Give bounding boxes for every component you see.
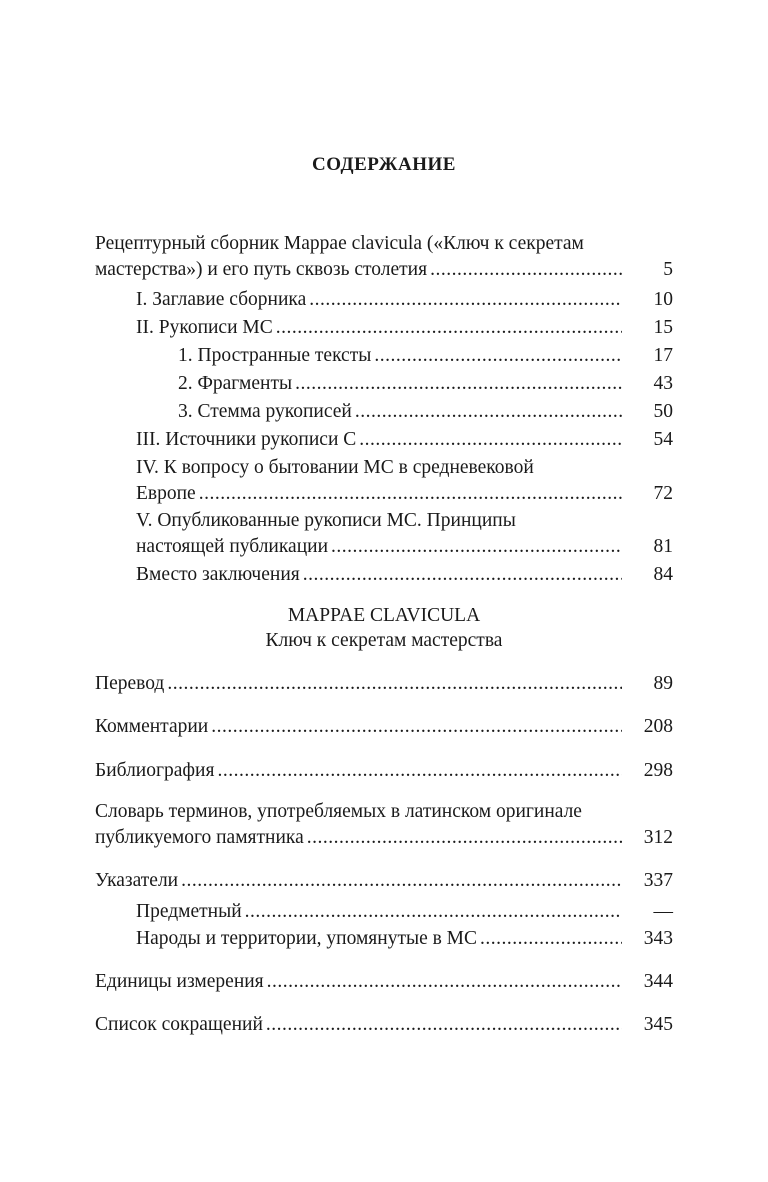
dot-leader: [267, 968, 622, 996]
dot-leader: [266, 1011, 622, 1039]
toc-intro-row[interactable]: [95, 256, 622, 284]
toc-entry-page: 345: [643, 1014, 673, 1035]
toc-units[interactable]: [95, 968, 622, 996]
toc-entry-label: Предметный: [136, 901, 242, 922]
section-subtitle: Ключ к секретам мастерства: [265, 630, 503, 651]
toc-conclusion[interactable]: [136, 561, 622, 589]
toc-entry-label: Европе: [136, 483, 196, 504]
toc-entry-page: 312: [643, 827, 673, 848]
toc-entry-page: 208: [643, 716, 673, 737]
toc-intro-page: 5: [663, 259, 673, 280]
toc-chapter-ii[interactable]: [136, 314, 622, 342]
toc-entry-label: Вместо заключения: [136, 564, 300, 585]
toc-entry-label: 3. Стемма рукописей: [178, 401, 352, 422]
toc-entry-page: 337: [643, 870, 673, 891]
toc-entry-label: Народы и территории, упомянутые в МС: [136, 928, 478, 949]
toc-chapter-i[interactable]: [136, 286, 622, 314]
toc-entry-label: 2. Фрагменты: [178, 373, 293, 394]
toc-entry-label: 1. Пространные тексты: [178, 345, 372, 366]
toc-entry-page: 43: [653, 373, 673, 394]
dot-leader: [355, 398, 622, 426]
dot-leader: [211, 713, 622, 741]
dot-leader: [331, 533, 622, 561]
page-title: СОДЕРЖАНИЕ: [312, 154, 456, 175]
toc-entry-label: Комментарии: [95, 716, 209, 737]
toc-chapter-iv[interactable]: [136, 480, 622, 508]
toc-abbreviations[interactable]: [95, 1011, 622, 1039]
toc-intro-line2: мастерства») и его путь сквозь столетия: [95, 259, 428, 280]
toc-chapter-iii[interactable]: [136, 426, 622, 454]
toc-subchapter-1[interactable]: [178, 342, 622, 370]
toc-entry-page: 81: [653, 536, 673, 557]
toc-entry-label: III. Источники рукописи С: [136, 429, 357, 450]
toc-entry-page: 298: [643, 760, 673, 781]
dot-leader: [295, 370, 622, 398]
dot-leader: [167, 670, 622, 698]
dot-leader: [480, 925, 622, 953]
toc-entry-label: I. Заглавие сборника: [136, 289, 307, 310]
toc-entry-label: Список сокращений: [95, 1014, 263, 1035]
dot-leader: [199, 480, 622, 508]
dot-leader: [245, 898, 622, 926]
dot-leader: [309, 286, 622, 314]
toc-glossary-line1: Словарь терминов, употребляемых в латинском оригинале: [95, 801, 582, 822]
toc-entry-page: 72: [653, 483, 673, 504]
dot-leader: [374, 342, 622, 370]
toc-entry-page: 84: [653, 564, 673, 585]
toc-indexes[interactable]: [95, 867, 622, 895]
toc-chapter-iv-line1: IV. К вопросу о бытовании МС в средневековой: [136, 457, 534, 478]
toc-subchapter-3[interactable]: [178, 398, 622, 426]
toc-part-translation[interactable]: [95, 670, 622, 698]
toc-entry-page: 10: [653, 289, 673, 310]
toc-entry-label: настоящей публикации: [136, 536, 329, 557]
toc-entry-label: Библиография: [95, 760, 215, 781]
dot-leader: [217, 757, 622, 785]
dot-leader: [181, 867, 622, 895]
toc-entry-page: 54: [653, 429, 673, 450]
section-title: MAPPAE CLAVICULA: [287, 605, 481, 626]
toc-entry-label: II. Рукописи МС: [136, 317, 273, 338]
toc-entry-label: публикуемого памятника: [95, 827, 304, 848]
toc-chapter-v[interactable]: [136, 533, 622, 561]
toc-entry-page: 344: [643, 971, 673, 992]
toc-entry-label: Указатели: [95, 870, 179, 891]
toc-entry-label: Единицы измерения: [95, 971, 264, 992]
dot-leader: [307, 824, 622, 852]
toc-entry-label: Перевод: [95, 673, 165, 694]
dot-leader: [303, 561, 622, 589]
toc-entry-page: 89: [653, 673, 673, 694]
toc-chapter-v-line1: V. Опубликованные рукописи МС. Принципы: [136, 510, 516, 531]
toc-glossary[interactable]: [95, 824, 622, 852]
toc-index-subject[interactable]: [136, 898, 622, 926]
toc-part-bibliography[interactable]: [95, 757, 622, 785]
dot-leader: [359, 426, 622, 454]
dot-leader: [430, 256, 622, 284]
toc-entry-page: 343: [643, 928, 673, 949]
toc-entry-page: 17: [653, 345, 673, 366]
toc-part-commentary[interactable]: [95, 713, 622, 741]
dot-leader: [276, 314, 622, 342]
toc-intro-line1: Рецептурный сборник Mappae clavicula («Ключ к секретам: [95, 233, 584, 254]
toc-entry-page: 50: [653, 401, 673, 422]
toc-entry-page: 15: [653, 317, 673, 338]
toc-subchapter-2[interactable]: [178, 370, 622, 398]
toc-entry-page: —: [653, 901, 673, 922]
toc-index-peoples[interactable]: [136, 925, 622, 953]
